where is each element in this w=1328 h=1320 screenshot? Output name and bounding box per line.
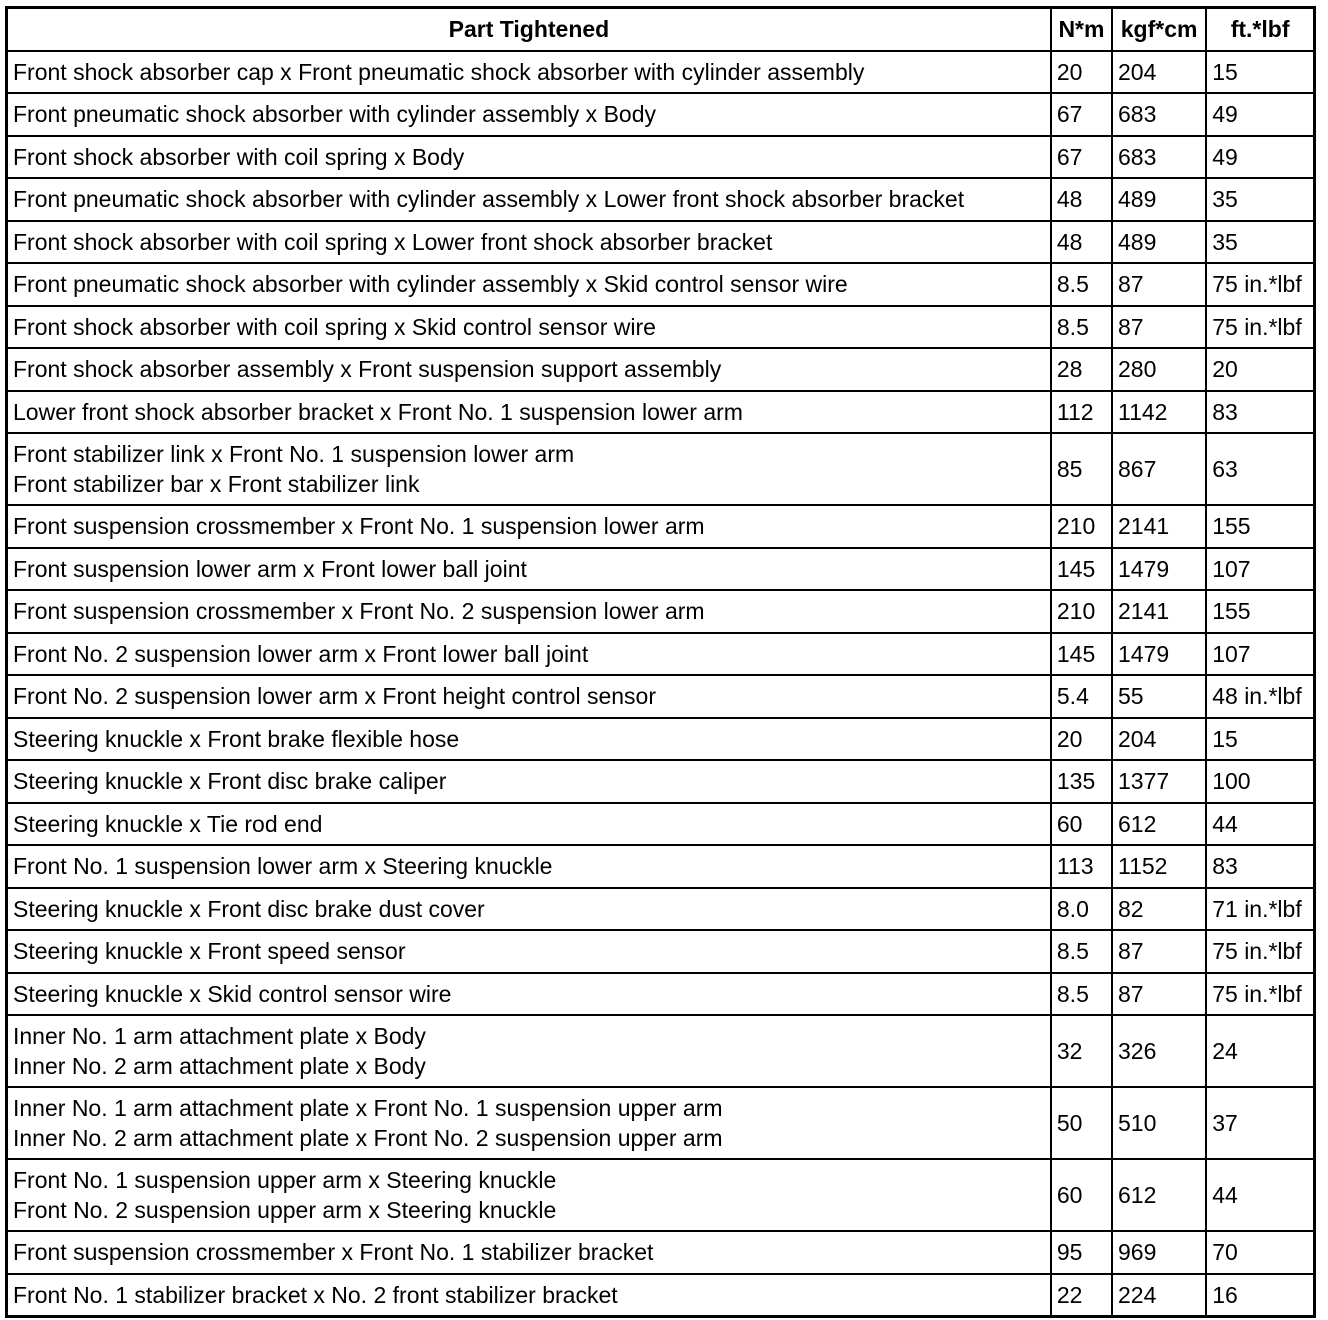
part-line: Steering knuckle x Front disc brake dust cover (13, 895, 485, 922)
header-kgf-cm: kgf*cm (1112, 8, 1206, 51)
table-row (7, 633, 1315, 676)
nm-cell: 95 (1051, 1231, 1112, 1274)
table-row (7, 263, 1315, 306)
table-row (7, 178, 1315, 221)
nm-cell: 145 (1051, 548, 1112, 591)
nm-cell: 22 (1051, 1274, 1112, 1317)
table-row (7, 675, 1315, 718)
nm-cell: 210 (1051, 505, 1112, 548)
kgf-cell: 204 (1112, 718, 1206, 761)
nm-cell: 8.5 (1051, 930, 1112, 973)
part-line: Front stabilizer bar x Front stabilizer link (13, 471, 420, 497)
part-cell (7, 1087, 1051, 1159)
part-line: Front suspension crossmember x Front No. 2 suspension lower arm (13, 598, 705, 625)
part-cell (7, 433, 1051, 505)
ft-lbf-cell: 75 in.*lbf (1206, 263, 1314, 306)
part-line: Steering knuckle x Front disc brake caliper (13, 768, 447, 795)
part-cell (7, 803, 1051, 846)
nm-cell: 210 (1051, 590, 1112, 633)
part-cell (7, 136, 1051, 179)
part-line: Steering knuckle x Front brake flexible hose (13, 725, 460, 752)
table-row (7, 348, 1315, 391)
kgf-cell: 87 (1112, 973, 1206, 1016)
kgf-cell: 87 (1112, 930, 1206, 973)
table-row (7, 51, 1315, 94)
kgf-cell: 867 (1112, 433, 1206, 505)
kgf-cell: 1152 (1112, 845, 1206, 888)
kgf-cell: 326 (1112, 1015, 1206, 1087)
table-row (7, 845, 1315, 888)
part-line: Front No. 2 suspension lower arm x Front lower ball joint (13, 640, 589, 667)
nm-cell: 60 (1051, 803, 1112, 846)
part-line: Inner No. 1 arm attachment plate x Front No. 1 suspension upper arm (13, 1095, 723, 1121)
table-row (7, 930, 1315, 973)
kgf-cell: 683 (1112, 93, 1206, 136)
part-cell (7, 1015, 1051, 1087)
part-line: Front shock absorber with coil spring x Lower front shock absorber bracket (13, 228, 773, 255)
nm-cell: 135 (1051, 760, 1112, 803)
nm-cell: 8.0 (1051, 888, 1112, 931)
part-line: Front pneumatic shock absorber with cylinder assembly x Body (13, 101, 657, 128)
table-row (7, 1231, 1315, 1274)
part-cell (7, 263, 1051, 306)
table-row (7, 973, 1315, 1016)
part-cell (7, 633, 1051, 676)
kgf-cell: 82 (1112, 888, 1206, 931)
kgf-cell: 55 (1112, 675, 1206, 718)
ft-lbf-cell: 49 (1206, 93, 1314, 136)
kgf-cell: 489 (1112, 178, 1206, 221)
torque-specification-table (5, 6, 1316, 1318)
part-line: Inner No. 2 arm attachment plate x Front No. 2 suspension upper arm (13, 1125, 723, 1151)
part-cell (7, 548, 1051, 591)
nm-cell: 5.4 (1051, 675, 1112, 718)
part-line: Front suspension crossmember x Front No. 1 stabilizer bracket (13, 1239, 654, 1266)
part-line: Front No. 1 stabilizer bracket x No. 2 front stabilizer bracket (13, 1281, 618, 1308)
part-line: Steering knuckle x Tie rod end (13, 810, 323, 837)
part-line: Front shock absorber cap x Front pneumatic shock absorber with cylinder assembly (13, 58, 865, 85)
kgf-cell: 612 (1112, 803, 1206, 846)
ft-lbf-cell: 16 (1206, 1274, 1314, 1317)
part-line: Inner No. 1 arm attachment plate x Body (13, 1023, 426, 1049)
table-row (7, 221, 1315, 264)
part-cell (7, 348, 1051, 391)
kgf-cell: 1377 (1112, 760, 1206, 803)
ft-lbf-cell: 100 (1206, 760, 1314, 803)
ft-lbf-cell: 63 (1206, 433, 1314, 505)
ft-lbf-cell: 35 (1206, 221, 1314, 264)
ft-lbf-cell: 20 (1206, 348, 1314, 391)
nm-cell: 8.5 (1051, 306, 1112, 349)
part-cell (7, 675, 1051, 718)
part-cell (7, 888, 1051, 931)
part-cell (7, 845, 1051, 888)
nm-cell: 20 (1051, 718, 1112, 761)
part-cell (7, 93, 1051, 136)
table-body (7, 51, 1315, 1317)
part-cell (7, 1274, 1051, 1317)
kgf-cell: 87 (1112, 306, 1206, 349)
nm-cell: 60 (1051, 1159, 1112, 1231)
part-line: Steering knuckle x Skid control sensor wire (13, 980, 452, 1007)
part-line: Inner No. 2 arm attachment plate x Body (13, 1053, 426, 1079)
ft-lbf-cell: 37 (1206, 1087, 1314, 1159)
table-row (7, 306, 1315, 349)
table-row (7, 505, 1315, 548)
part-cell (7, 306, 1051, 349)
ft-lbf-cell: 44 (1206, 1159, 1314, 1231)
table-row (7, 888, 1315, 931)
part-line: Front pneumatic shock absorber with cylinder assembly x Lower front shock absorber bracket (13, 186, 965, 213)
part-cell (7, 221, 1051, 264)
table-row (7, 1274, 1315, 1317)
ft-lbf-cell: 71 in.*lbf (1206, 888, 1314, 931)
nm-cell: 112 (1051, 391, 1112, 434)
kgf-cell: 2141 (1112, 505, 1206, 548)
table-row (7, 391, 1315, 434)
table-row (7, 93, 1315, 136)
part-cell (7, 590, 1051, 633)
ft-lbf-cell: 70 (1206, 1231, 1314, 1274)
ft-lbf-cell: 155 (1206, 505, 1314, 548)
part-line: Front No. 1 suspension upper arm x Steering knuckle (13, 1167, 557, 1193)
table-row (7, 760, 1315, 803)
ft-lbf-cell: 15 (1206, 51, 1314, 94)
nm-cell: 67 (1051, 136, 1112, 179)
part-cell (7, 391, 1051, 434)
kgf-cell: 1479 (1112, 548, 1206, 591)
kgf-cell: 2141 (1112, 590, 1206, 633)
kgf-cell: 280 (1112, 348, 1206, 391)
part-cell (7, 760, 1051, 803)
ft-lbf-cell: 107 (1206, 633, 1314, 676)
header-newton-meter: N*m (1051, 8, 1112, 51)
part-line: Front suspension lower arm x Front lower ball joint (13, 555, 527, 582)
nm-cell: 67 (1051, 93, 1112, 136)
part-line: Front suspension crossmember x Front No. 1 suspension lower arm (13, 513, 705, 540)
nm-cell: 145 (1051, 633, 1112, 676)
kgf-cell: 969 (1112, 1231, 1206, 1274)
nm-cell: 85 (1051, 433, 1112, 505)
part-line: Front shock absorber with coil spring x Skid control sensor wire (13, 313, 656, 340)
kgf-cell: 1479 (1112, 633, 1206, 676)
part-cell (7, 51, 1051, 94)
part-line: Front shock absorber assembly x Front suspension support assembly (13, 356, 722, 383)
part-line: Steering knuckle x Front speed sensor (13, 938, 406, 965)
table-row (7, 548, 1315, 591)
nm-cell: 28 (1051, 348, 1112, 391)
ft-lbf-cell: 155 (1206, 590, 1314, 633)
part-cell (7, 1159, 1051, 1231)
nm-cell: 113 (1051, 845, 1112, 888)
ft-lbf-cell: 49 (1206, 136, 1314, 179)
part-line: Front No. 1 suspension lower arm x Steering knuckle (13, 853, 553, 880)
kgf-cell: 612 (1112, 1159, 1206, 1231)
part-cell (7, 178, 1051, 221)
ft-lbf-cell: 75 in.*lbf (1206, 973, 1314, 1016)
header-row (7, 8, 1315, 51)
ft-lbf-cell: 15 (1206, 718, 1314, 761)
nm-cell: 20 (1051, 51, 1112, 94)
table-row (7, 803, 1315, 846)
table-row (7, 433, 1315, 505)
part-cell (7, 1231, 1051, 1274)
ft-lbf-cell: 83 (1206, 391, 1314, 434)
part-line: Front stabilizer link x Front No. 1 suspension lower arm (13, 441, 575, 467)
nm-cell: 50 (1051, 1087, 1112, 1159)
nm-cell: 48 (1051, 221, 1112, 264)
kgf-cell: 683 (1112, 136, 1206, 179)
table-row (7, 1159, 1315, 1231)
table-row (7, 136, 1315, 179)
ft-lbf-cell: 75 in.*lbf (1206, 930, 1314, 973)
part-line: Front No. 2 suspension lower arm x Front height control sensor (13, 683, 657, 710)
kgf-cell: 1142 (1112, 391, 1206, 434)
kgf-cell: 489 (1112, 221, 1206, 264)
kgf-cell: 510 (1112, 1087, 1206, 1159)
ft-lbf-cell: 83 (1206, 845, 1314, 888)
ft-lbf-cell: 107 (1206, 548, 1314, 591)
part-cell (7, 930, 1051, 973)
ft-lbf-cell: 44 (1206, 803, 1314, 846)
ft-lbf-cell: 24 (1206, 1015, 1314, 1087)
ft-lbf-cell: 48 in.*lbf (1206, 675, 1314, 718)
part-line: Front No. 2 suspension upper arm x Steering knuckle (13, 1197, 557, 1223)
part-cell (7, 718, 1051, 761)
kgf-cell: 224 (1112, 1274, 1206, 1317)
header-ft-lbf: ft.*lbf (1206, 8, 1314, 51)
table-row (7, 1015, 1315, 1087)
header-part-tightened: Part Tightened (7, 8, 1051, 51)
kgf-cell: 87 (1112, 263, 1206, 306)
kgf-cell: 204 (1112, 51, 1206, 94)
part-line: Front pneumatic shock absorber with cylinder assembly x Skid control sensor wire (13, 271, 848, 298)
part-line: Front shock absorber with coil spring x Body (13, 143, 465, 170)
nm-cell: 8.5 (1051, 973, 1112, 1016)
part-cell (7, 505, 1051, 548)
table-row (7, 718, 1315, 761)
nm-cell: 32 (1051, 1015, 1112, 1087)
part-cell (7, 973, 1051, 1016)
nm-cell: 8.5 (1051, 263, 1112, 306)
nm-cell: 48 (1051, 178, 1112, 221)
ft-lbf-cell: 75 in.*lbf (1206, 306, 1314, 349)
ft-lbf-cell: 35 (1206, 178, 1314, 221)
table-row (7, 590, 1315, 633)
table-row (7, 1087, 1315, 1159)
part-line: Lower front shock absorber bracket x Front No. 1 suspension lower arm (13, 398, 743, 425)
